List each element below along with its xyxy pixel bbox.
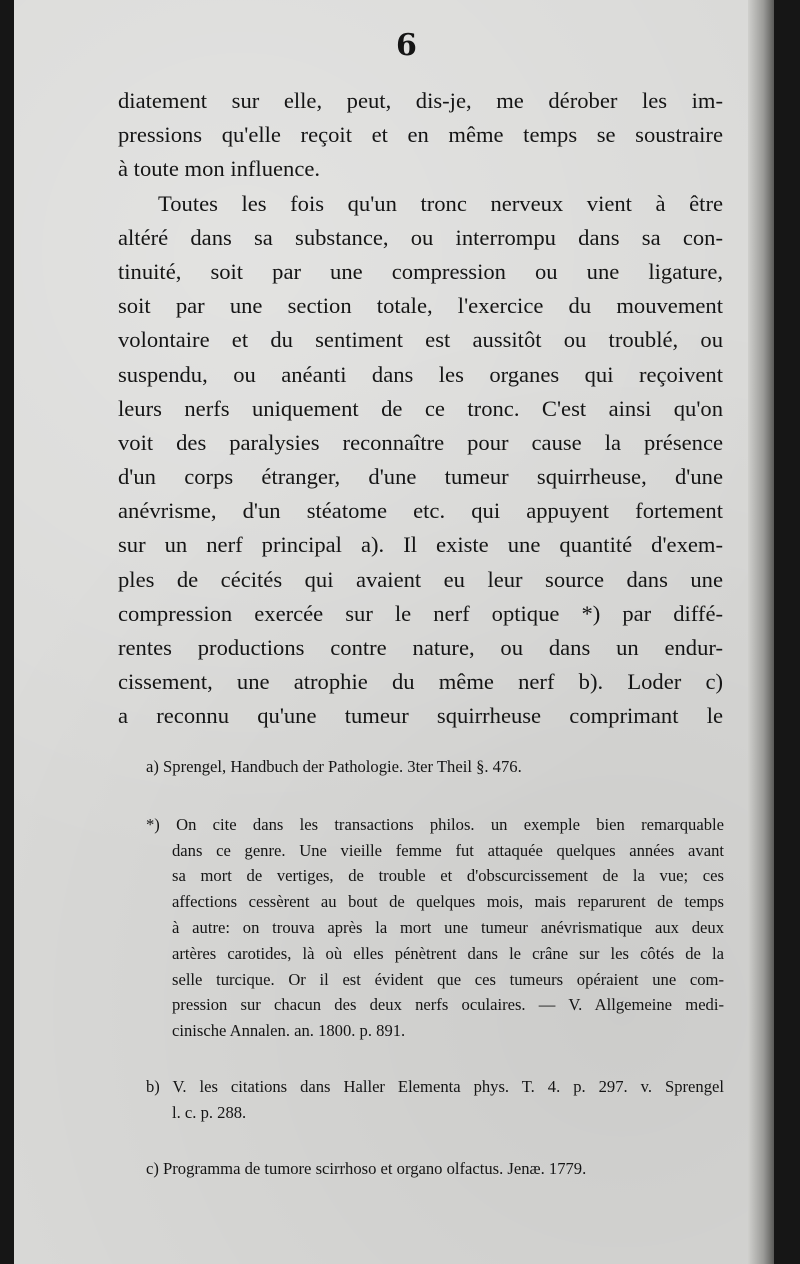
footnote-star [134, 812, 724, 1044]
text-line: à toute mon influence. [118, 156, 321, 182]
page-number: 6 [396, 28, 417, 63]
text-line: anévrisme, d'un stéatome etc. qui appuyent fortement [118, 498, 723, 524]
text-line: voit des paralysies reconnaître pour cause la présence [118, 429, 723, 455]
footnote-line: selle turcique. Or il est évident que ces tumeurs opéraient une com- [172, 969, 724, 989]
text-line: tinuité, soit par une compression ou une ligature, [118, 258, 723, 284]
text-line: suspendu, ou anéanti dans les organes qui reçoivent [118, 361, 723, 387]
text-line: compression exercée sur le nerf optique *) par diffé- [118, 600, 723, 626]
footnote-line: a) Sprengel, Handbuch der Pathologie. 3ter Theil §. 476. [146, 757, 522, 776]
text-line: soit par une section totale, l'exercice du mouvement [118, 293, 723, 319]
text-line: diatement sur elle, peut, dis-je, me dérober les im- [118, 88, 723, 113]
footnote-line: pression sur chacun des deux nerfs oculaires. — V. Allgemeine medi- [172, 995, 724, 1015]
footnote-c [134, 1156, 724, 1182]
footnote-b [134, 1074, 724, 1126]
footnote-line: cinische Annalen. an. 1800. p. 891. [172, 1021, 406, 1041]
text-line: a reconnu qu'une tumeur squirrheuse comprimant le [118, 703, 723, 729]
main-text [118, 84, 723, 734]
footnote-line: dans ce genre. Une vieille femme fut attaquée quelques années avant [172, 840, 724, 860]
text-line: leurs nerfs uniquement de ce tronc. C'est ainsi qu'on [118, 395, 723, 421]
footnote-a [134, 754, 724, 780]
footnote-line: affections cessèrent au bout de quelques mois, mais reparurent de temps [172, 892, 724, 912]
footnote-line: b) V. les citations dans Haller Elementa phys. T. 4. p. 297. v. Sprengel [146, 1076, 724, 1096]
footnote-line: artères carotides, là où elles pénètrent dans le crâne sur les côtés de la [172, 943, 724, 963]
footnote-line: à autre: on trouva après la mort une tumeur anévrismatique aux deux [172, 917, 724, 937]
footnote-line: *) On cite dans les transactions philos. un exemple bien remarquable [146, 814, 724, 834]
footnotes [134, 754, 724, 1181]
text-line: rentes productions contre nature, ou dans un endur- [118, 635, 723, 660]
text-line: Toutes les fois qu'un tronc nerveux vient à être [158, 190, 723, 216]
text-line: pressions qu'elle reçoit et en même temps se soustraire [118, 122, 723, 148]
text-line: d'un corps étranger, d'une tumeur squirrheuse, d'une [118, 464, 723, 490]
text-line: sur un nerf principal a). Il existe une quantité d'exem- [118, 532, 723, 558]
text-line: volontaire et du sentiment est aussitôt ou troublé, ou [118, 327, 723, 353]
footnote-line: c) Programma de tumore scirrhoso et organo olfactus. Jenæ. 1779. [146, 1158, 587, 1178]
footnote-line: sa mort de vertiges, de trouble et d'obscurcissement de la vue; ces [172, 866, 724, 886]
text-line: ples de cécités qui avaient eu leur source dans une [118, 566, 723, 592]
footnote-line: l. c. p. 288. [172, 1102, 247, 1122]
page-edge-shadow [748, 0, 774, 1264]
text-line: cissement, une atrophie du même nerf b). Loder c) [118, 669, 723, 695]
book-page [14, 0, 774, 1264]
text-line: altéré dans sa substance, ou interrompu dans sa con- [118, 224, 723, 250]
